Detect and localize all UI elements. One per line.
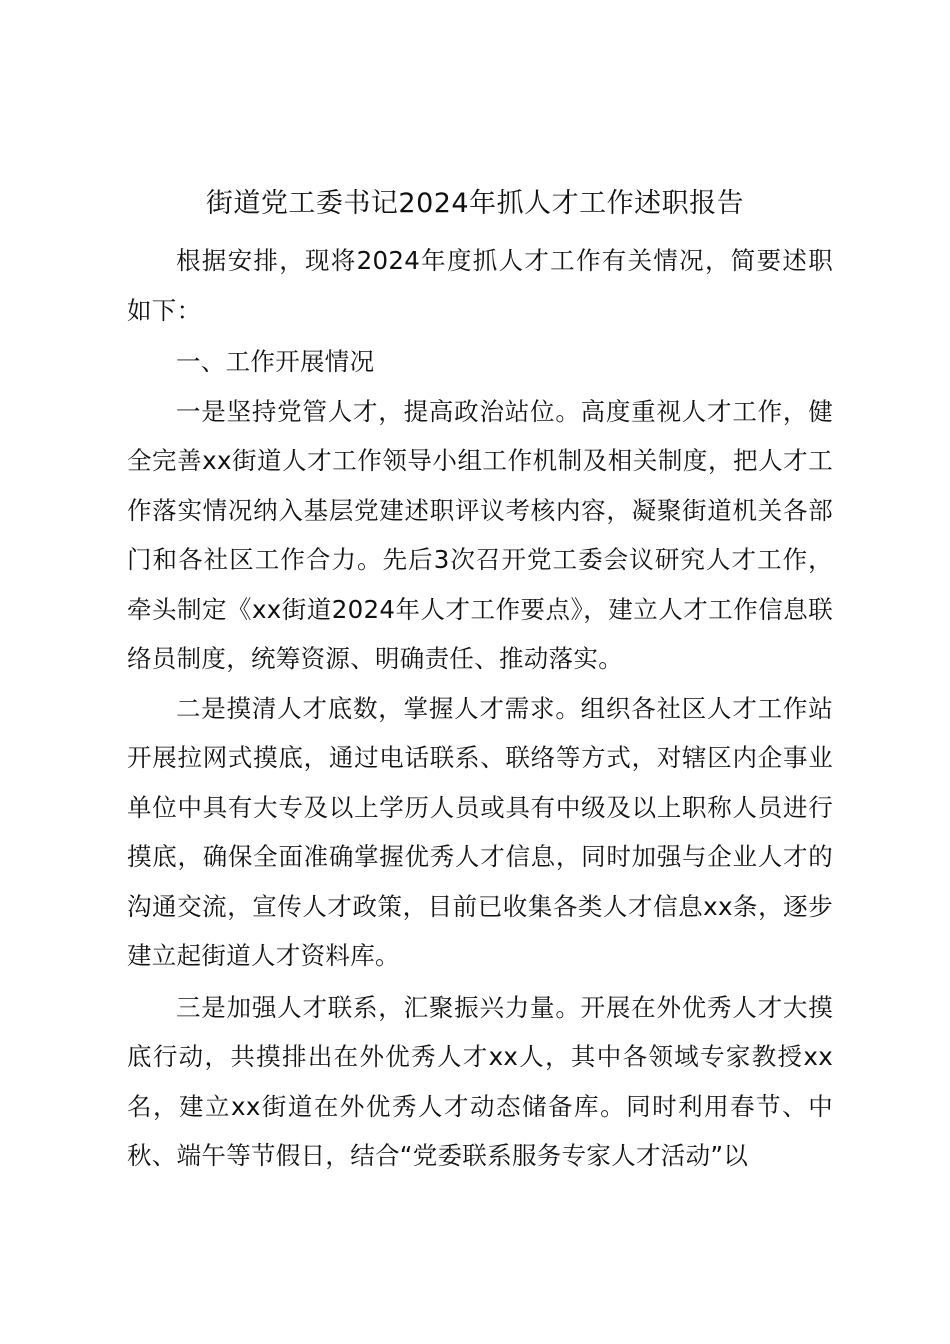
document-body — [127, 236, 833, 1181]
paragraph-2: 二是摸清人才底数，掌握人才需求。组织各社区人才工作站开展拉网式摸底，通过电话联系、联络等方式，对辖区内企事业单位中具有大专及以上学历人员或具有中级及以上职称人员进行摸底，确保全面准确掌握优秀人才信息，同时加强与企业人才的沟通交流，宣传人才政策，目前已收集各类人才信息xx条，逐步建立起街道人才资料库。 — [127, 693, 833, 970]
paragraph-1: 一是坚持党管人才，提高政治站位。高度重视人才工作，健全完善xx街道人才工作领导小组工作机制及相关制度，把人才工作落实情况纳入基层党建述职评议考核内容，凝聚街道机关各部门和各社区工作合力。先后3次召开党工委会议研究人才工作，牵头制定《xx街道2024年人才工作要点》，建立人才工作信息联络员制度，统筹资源、明确责任、推动落实。 — [127, 396, 833, 673]
intro-paragraph: 根据安排，现将2024年度抓人才工作有关情况，简要述职如下： — [127, 246, 833, 325]
document-title: 街道党工委书记2024年抓人才工作述职报告 — [205, 188, 745, 219]
section-heading: 一、工作开展情况 — [176, 347, 375, 376]
paragraph-3: 三是加强人才联系，汇聚振兴力量。开展在外优秀人才大摸底行动，共摸排出在外优秀人才xx人，其中各领域专家教授xx名，建立xx街道在外优秀人才动态储备库。同时利用春节、中秋、端午等节假日，结合“党委联系服务专家人才活动”以 — [127, 992, 833, 1170]
